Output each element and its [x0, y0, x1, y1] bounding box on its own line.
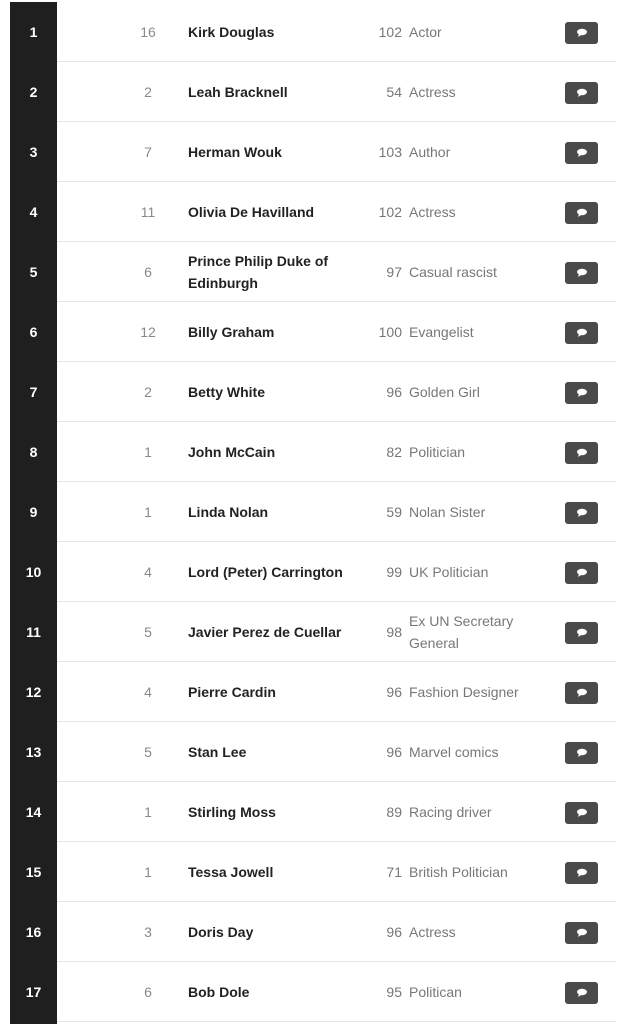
comment-icon — [576, 808, 588, 818]
table-row — [10, 722, 616, 782]
count-cell: 4 — [144, 564, 152, 580]
name-cell: Lord (Peter) Carrington — [188, 564, 343, 580]
count-cell: 6 — [144, 984, 152, 1000]
age-cell: 71 — [386, 864, 402, 880]
comment-button[interactable] — [565, 82, 598, 104]
description-cell: Evangelist — [409, 324, 474, 340]
age-cell: 102 — [378, 204, 402, 220]
description-cell: Racing driver — [409, 804, 492, 820]
table-row — [10, 482, 616, 542]
comment-button[interactable] — [565, 202, 598, 224]
comment-button[interactable] — [565, 862, 598, 884]
name-cell: Bob Dole — [188, 984, 250, 1000]
table-row — [10, 542, 616, 602]
description-cell: Actress — [409, 204, 456, 220]
description-cell: Fashion Designer — [409, 684, 519, 700]
comment-icon — [576, 748, 588, 758]
age-cell: 82 — [386, 444, 402, 460]
name-cell: Linda Nolan — [188, 504, 269, 520]
rank-cell: 13 — [10, 722, 57, 782]
description-cell: Actress — [409, 924, 456, 940]
table-row — [10, 122, 616, 182]
rank-cell: 16 — [10, 902, 57, 962]
description-cell: Golden Girl — [409, 384, 480, 400]
count-cell: 6 — [144, 264, 152, 280]
age-cell: 54 — [386, 84, 402, 100]
comment-button[interactable] — [565, 22, 598, 44]
name-cell: Kirk Douglas — [188, 24, 275, 40]
count-cell: 2 — [144, 84, 152, 100]
comment-icon — [576, 208, 588, 218]
name-cell: Javier Perez de Cuellar — [188, 624, 342, 640]
comment-icon — [576, 988, 588, 998]
description-cell: Actor — [409, 24, 442, 40]
rank-cell: 9 — [10, 482, 57, 542]
rank-cell: 5 — [10, 242, 57, 302]
comment-button[interactable] — [565, 802, 598, 824]
age-cell: 99 — [386, 564, 402, 580]
comment-button[interactable] — [565, 502, 598, 524]
table-row — [10, 302, 616, 362]
comment-button[interactable] — [565, 322, 598, 344]
description-cell: Politican — [409, 984, 462, 1000]
name-cell: Leah Bracknell — [188, 84, 288, 100]
comment-button[interactable] — [565, 142, 598, 164]
comment-button[interactable] — [565, 742, 598, 764]
rank-cell: 14 — [10, 782, 57, 842]
comment-icon — [576, 928, 588, 938]
deathlist-table — [10, 2, 616, 1022]
count-cell: 1 — [144, 864, 152, 880]
description-cell: Ex UN Secretary General — [409, 613, 514, 651]
name-cell: Stan Lee — [188, 744, 247, 760]
description-cell: UK Politician — [409, 564, 489, 580]
comment-button[interactable] — [565, 442, 598, 464]
comment-button[interactable] — [565, 982, 598, 1004]
comment-button[interactable] — [565, 382, 598, 404]
comment-button[interactable] — [565, 922, 598, 944]
count-cell: 4 — [144, 684, 152, 700]
description-cell: Nolan Sister — [409, 504, 486, 520]
age-cell: 96 — [386, 384, 402, 400]
comment-button[interactable] — [565, 262, 598, 284]
description-cell: British Politician — [409, 864, 508, 880]
comment-icon — [576, 328, 588, 338]
comment-button[interactable] — [565, 682, 598, 704]
age-cell: 102 — [378, 24, 402, 40]
rank-cell: 1 — [10, 2, 57, 62]
count-cell: 12 — [140, 324, 156, 340]
rank-cell: 10 — [10, 542, 57, 602]
table-row — [10, 842, 616, 902]
name-cell: Stirling Moss — [188, 804, 276, 820]
rank-cell: 3 — [10, 122, 57, 182]
rank-cell: 12 — [10, 662, 57, 722]
age-cell: 103 — [378, 144, 402, 160]
name-cell: Olivia De Havilland — [188, 204, 315, 220]
comment-icon — [576, 448, 588, 458]
name-cell: Betty White — [188, 384, 265, 400]
comment-icon — [576, 868, 588, 878]
count-cell: 7 — [144, 144, 152, 160]
count-cell: 16 — [140, 24, 156, 40]
description-cell: Marvel comics — [409, 744, 499, 760]
comment-icon — [576, 568, 588, 578]
name-cell: Tessa Jowell — [188, 864, 274, 880]
comment-icon — [576, 28, 588, 38]
count-cell: 3 — [144, 924, 152, 940]
comment-icon — [576, 268, 588, 278]
comment-icon — [576, 508, 588, 518]
table-row — [10, 62, 616, 122]
rank-cell: 7 — [10, 362, 57, 422]
name-cell: Billy Graham — [188, 324, 275, 340]
rank-cell: 8 — [10, 422, 57, 482]
rank-cell: 15 — [10, 842, 57, 902]
name-cell: John McCain — [188, 444, 276, 460]
age-cell: 100 — [378, 324, 402, 340]
count-cell: 11 — [140, 204, 156, 220]
rank-cell: 17 — [10, 962, 57, 1022]
age-cell: 59 — [386, 504, 402, 520]
description-cell: Casual rascist — [409, 264, 497, 280]
age-cell: 89 — [386, 804, 402, 820]
count-cell: 1 — [144, 804, 152, 820]
comment-button[interactable] — [565, 562, 598, 584]
count-cell: 5 — [144, 744, 152, 760]
table-row — [10, 242, 616, 302]
comment-icon — [576, 88, 588, 98]
age-cell: 96 — [386, 744, 402, 760]
age-cell: 97 — [386, 264, 402, 280]
name-cell: Prince Philip Duke of Edinburgh — [188, 253, 329, 291]
rank-cell: 11 — [10, 602, 57, 662]
name-cell: Herman Wouk — [188, 144, 282, 160]
count-cell: 1 — [144, 444, 152, 460]
count-cell: 2 — [144, 384, 152, 400]
description-cell: Politician — [409, 444, 466, 460]
table-row — [10, 902, 616, 962]
comment-icon — [576, 628, 588, 638]
table-row — [10, 962, 616, 1022]
comment-icon — [576, 388, 588, 398]
count-cell: 5 — [144, 624, 152, 640]
table-row — [10, 602, 616, 662]
rank-cell: 2 — [10, 62, 57, 122]
table-row — [10, 422, 616, 482]
rank-cell: 4 — [10, 182, 57, 242]
rank-cell: 6 — [10, 302, 57, 362]
age-cell: 98 — [386, 624, 402, 640]
age-cell: 95 — [386, 984, 402, 1000]
comment-icon — [576, 688, 588, 698]
description-cell: Actress — [409, 84, 456, 100]
name-cell: Pierre Cardin — [188, 684, 276, 700]
table-row — [10, 662, 616, 722]
comment-button[interactable] — [565, 622, 598, 644]
age-cell: 96 — [386, 924, 402, 940]
age-cell: 96 — [386, 684, 402, 700]
table-row — [10, 362, 616, 422]
table-row — [10, 2, 616, 62]
count-cell: 1 — [144, 504, 152, 520]
table-row — [10, 182, 616, 242]
description-cell: Author — [409, 144, 451, 160]
comment-icon — [576, 148, 588, 158]
table-row — [10, 782, 616, 842]
name-cell: Doris Day — [188, 924, 254, 940]
